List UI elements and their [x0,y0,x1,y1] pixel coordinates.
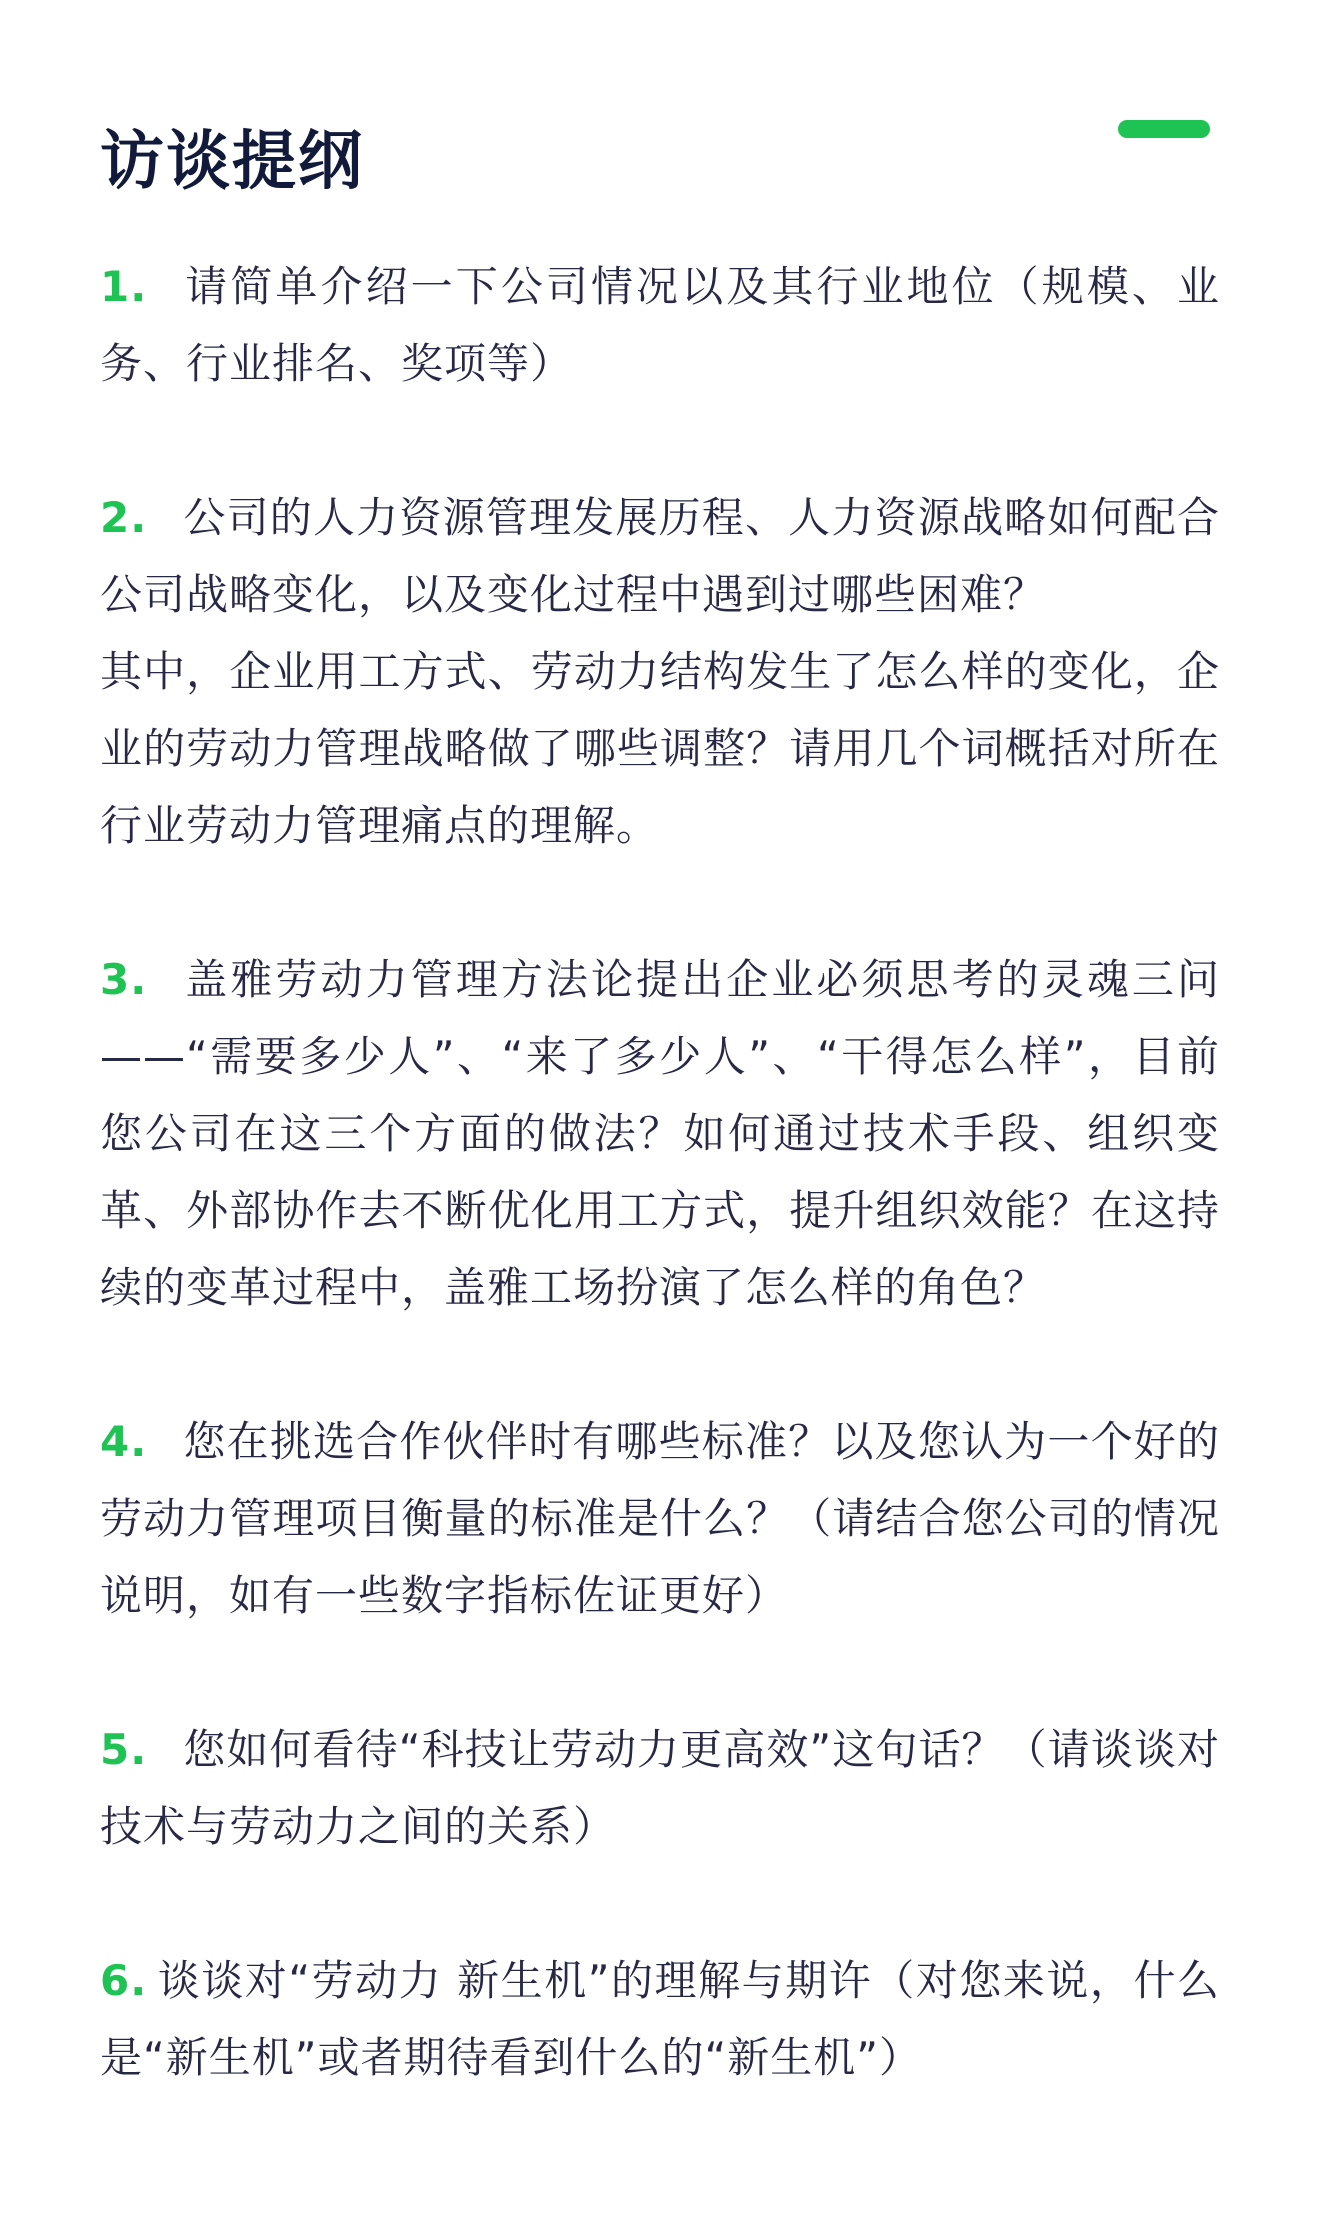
question-item-4 [100,1403,1220,1634]
question-text: 盖雅劳动力管理方法论提出企业必须思考的灵魂三问——“需要多少人”、“来了多少人”、“干得怎么样”，目前您公司在这三个方面的做法？如何通过技术手段、组织变革、外部协作去不断优化用工方式，提升组织效能？在这持续的变革过程中，盖雅工场扮演了怎么样的角色？ [100,955,1220,1312]
question-number: 1. [100,262,148,311]
question-number: 3. [100,955,148,1004]
question-text: 谈谈对“劳动力 新生机”的理解与期许（对您来说，什么是“新生机”或者期待看到什么的“新生机”） [100,1956,1220,2082]
question-item-1 [100,248,1220,402]
question-item-2 [100,479,1220,864]
interview-outline-list [100,248,1220,2173]
question-number: 4. [100,1417,148,1466]
question-text: 您在挑选合作伙伴时有哪些标准？以及您认为一个好的劳动力管理项目衡量的标准是什么？（请结合您公司的情况说明，如有一些数字指标佐证更好） [100,1417,1220,1620]
question-text: 您如何看待“科技让劳动力更高效”这句话？（请谈谈对技术与劳动力之间的关系） [100,1725,1220,1851]
accent-bar [1118,120,1210,138]
question-text: 公司的人力资源管理发展历程、人力资源战略如何配合公司战略变化，以及变化过程中遇到过哪些困难？ [100,493,1220,619]
page-title: 访谈提纲 [100,125,364,199]
question-number: 6. [100,1956,148,2005]
question-item-6 [100,1942,1220,2096]
question-text: 请简单介绍一下公司情况以及其行业地位（规模、业务、行业排名、奖项等） [100,262,1220,388]
question-item-5 [100,1711,1220,1865]
question-number: 2. [100,493,148,542]
question-text-continued: 其中，企业用工方式、劳动力结构发生了怎么样的变化，企业的劳动力管理战略做了哪些调整？请用几个词概括对所在行业劳动力管理痛点的理解。 [100,647,1220,850]
question-item-3 [100,941,1220,1326]
question-number: 5. [100,1725,148,1774]
